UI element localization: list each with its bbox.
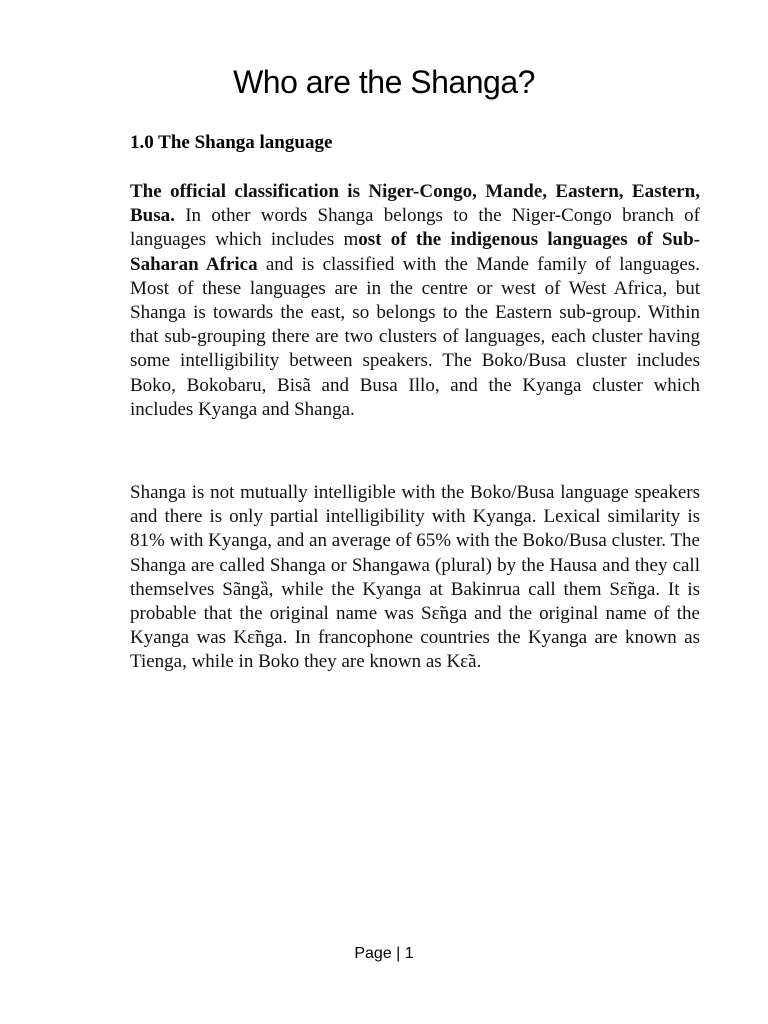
paragraph-classification <box>130 180 700 422</box>
paragraph-text-niger-congo: In other words Shanga belongs to the Niger-Congo branch of languages which includes m <box>130 205 700 251</box>
paragraph-text-mande-family: and is classified with the Mande family of languages. Most of these languages are in the centre or west of West Africa, but Shanga is towards the east, so belongs to the Eastern sub-group. Within that sub-grouping there are two clusters of languages, each cluster having some intelligibility between speakers. The Boko/Busa cluster includes Boko, Bokobaru, Bisã and Busa Illo, and the Kyanga cluster which includes Kyanga and Shanga. <box>130 253 700 420</box>
section-heading: 1.0 The Shanga language <box>130 132 333 153</box>
page-number-footer: Page | 1 <box>354 945 414 962</box>
paragraph-bold-sub-saharan: ost of the indigenous languages of Sub-Saharan Africa <box>130 229 700 275</box>
paragraph-intelligibility: Shanga is not mutually intelligible with the Boko/Busa language speakers and there is only partial intelligibility with Kyanga. Lexical similarity is 81% with Kyanga, and an average of 65% with the Boko/Busa cluster. The Shanga are called Shanga or Shangawa (plural) by the Hausa and they call themselves Sãngȁ, while the Kyanga at Bakinrua call them Sɛ̃nga. It is probable that the original name was Sɛ̃nga and the original name of the Kyanga was Kɛ̃nga. In francophone countries the Kyanga are known as Tienga, while in Boko they are known as Kɛ̃a. <box>130 482 700 673</box>
page-title: Who are the Shanga? <box>233 64 535 100</box>
paragraph-bold-classification: The official classification is Niger-Congo, Mande, Eastern, Eastern, Busa. <box>130 181 700 227</box>
